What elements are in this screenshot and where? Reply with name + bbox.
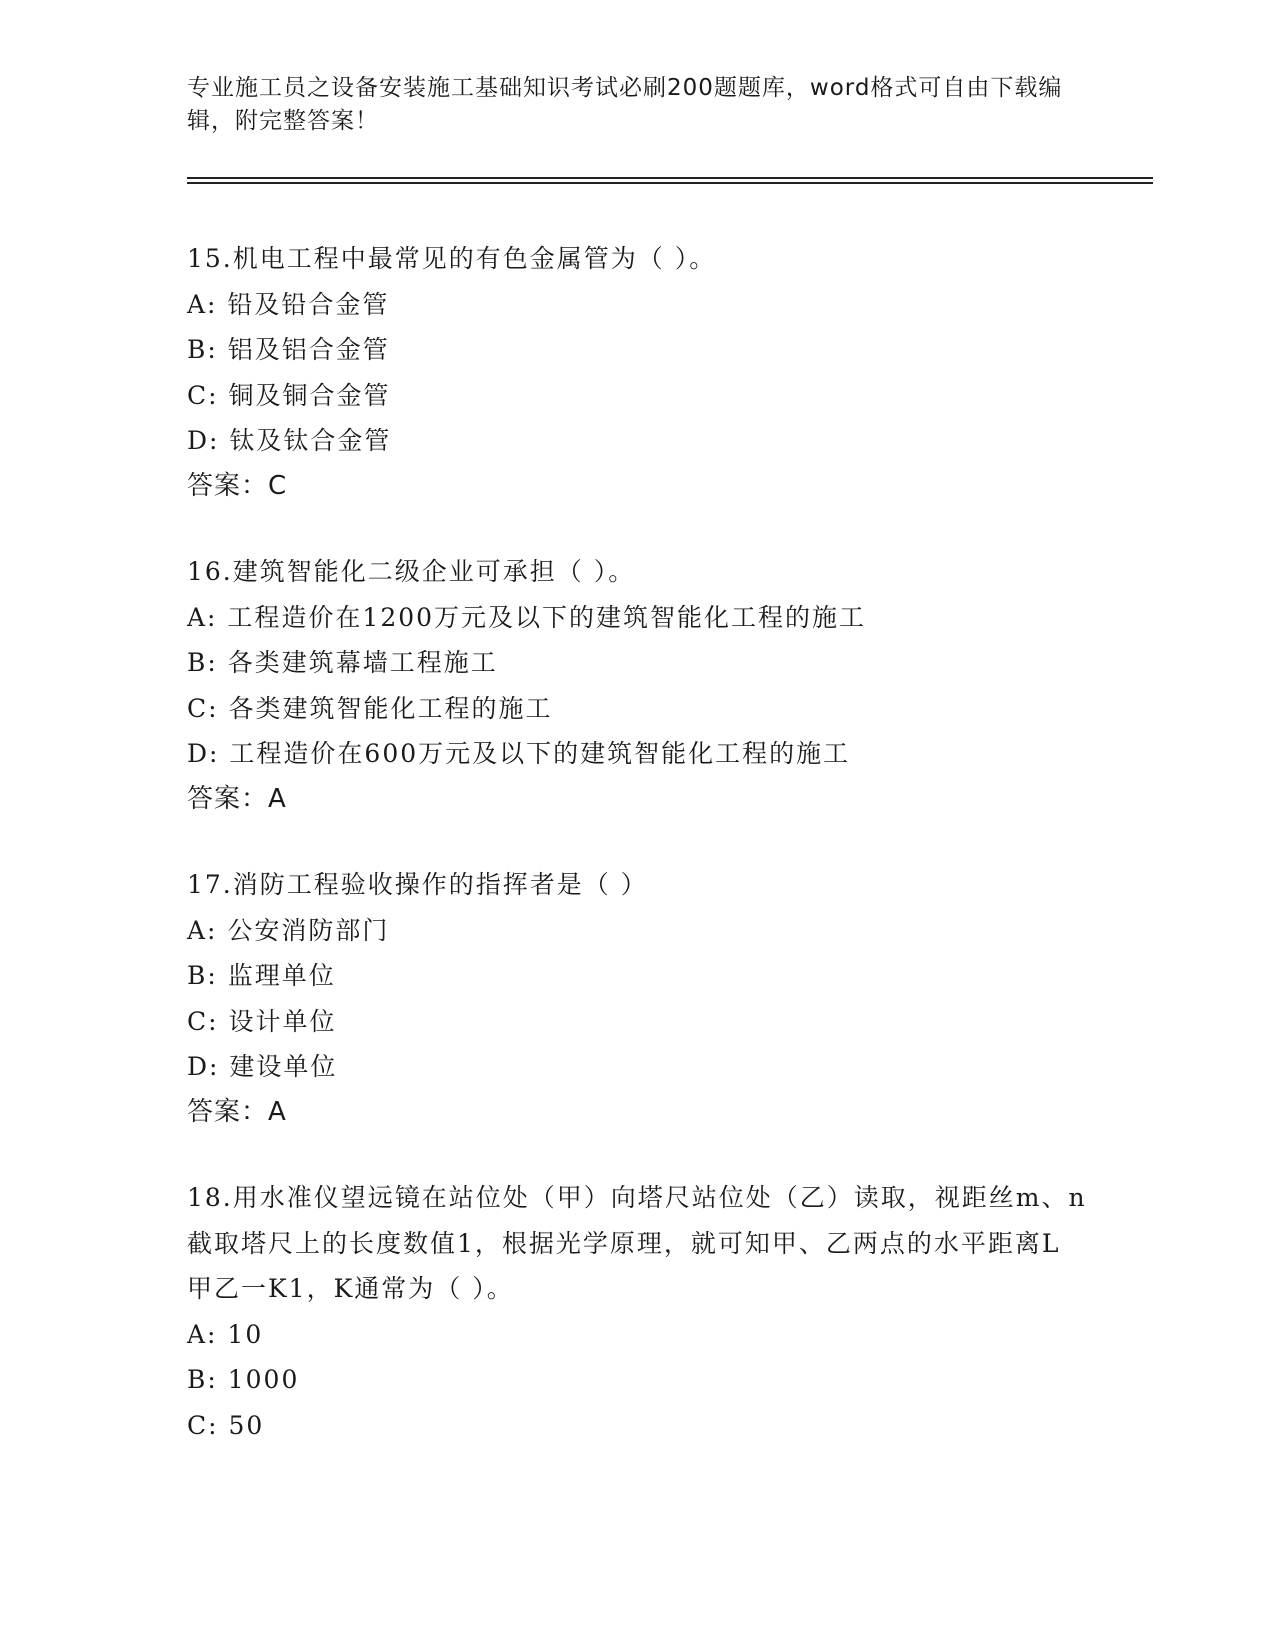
option-a: A: 工程造价在1200万元及以下的建筑智能化工程的施工 (187, 602, 867, 632)
answer: 答案：C (187, 470, 288, 501)
header-divider-bottom (187, 182, 1153, 184)
document-header: 专业施工员之设备安装施工基础知识考试必刷200题题库，word格式可自由下载编辑，附完整答案！ (187, 75, 1063, 134)
question-18 (187, 1175, 1087, 1448)
answer: 答案：A (187, 783, 287, 814)
question-list (187, 236, 1087, 1488)
option-c: C: 各类建筑智能化工程的施工 (187, 693, 553, 723)
header-divider-top (187, 177, 1153, 179)
option-a: A: 公安消防部门 (187, 915, 390, 945)
question-17 (187, 862, 1087, 1135)
option-a: A: 10 (187, 1319, 264, 1349)
option-a: A: 铅及铅合金管 (187, 289, 390, 319)
question-stem: 17.消防工程验收操作的指挥者是（ ） (187, 870, 648, 899)
option-b: B: 铝及铝合金管 (187, 335, 390, 364)
option-d: D: 钛及钛合金管 (187, 426, 392, 455)
option-b: B: 1000 (187, 1365, 300, 1394)
question-stem: 15.机电工程中最常见的有色金属管为（ ）。 (187, 244, 717, 273)
question-stem: 18.用水准仪望远镜在站位处（甲）向塔尺站位处（乙）读取，视距丝m、n截取塔尺上的长度数值1，根据光学原理，就可知甲、乙两点的水平距离L甲乙一K1，K通常为（ ）。 (187, 1183, 1087, 1303)
option-c: C: 设计单位 (187, 1006, 337, 1036)
option-b: B: 各类建筑幕墙工程施工 (187, 648, 498, 677)
question-16 (187, 549, 1087, 822)
question-15 (187, 236, 1087, 509)
option-c: C: 50 (187, 1410, 265, 1440)
question-stem: 16.建筑智能化二级企业可承担（ ）。 (187, 557, 636, 586)
option-d: D: 建设单位 (187, 1052, 338, 1081)
option-d: D: 工程造价在600万元及以下的建筑智能化工程的施工 (187, 739, 851, 768)
answer: 答案：A (187, 1096, 287, 1127)
option-b: B: 监理单位 (187, 961, 336, 990)
option-c: C: 铜及铜合金管 (187, 380, 391, 410)
